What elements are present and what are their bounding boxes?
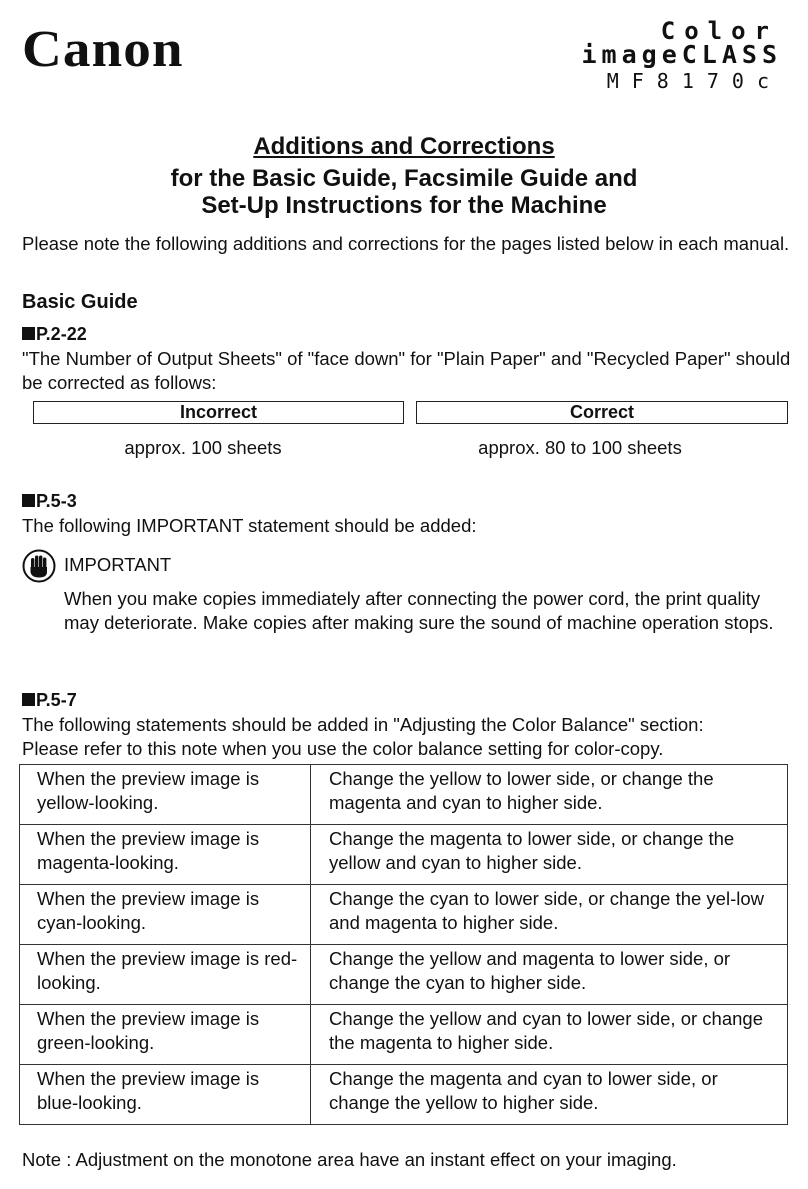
table-cell-condition: When the preview image is red-looking.	[20, 945, 311, 1005]
intro-text: Please note the following additions and corrections for the pages listed below in each manual.	[22, 233, 790, 254]
table-cell-condition: When the preview image is green-looking.	[20, 1005, 311, 1065]
table-row	[20, 885, 788, 945]
important-hand-icon	[22, 549, 56, 583]
table-cell-action: Change the yellow and cyan to lower side, or change the magenta to higher side.	[311, 1005, 788, 1065]
table-row	[20, 945, 788, 1005]
p5-3-text: The following IMPORTANT statement should be added:	[22, 515, 477, 536]
section-ref-p2-22	[22, 323, 87, 345]
table-row	[20, 765, 788, 825]
table-cell-action: Change the cyan to lower side, or change the yel-low and magenta to higher side.	[311, 885, 788, 945]
section-ref-label: P.2-22	[36, 324, 87, 344]
table-cell-condition: When the preview image is yellow-looking.	[20, 765, 311, 825]
page-subtitle-2: Set-Up Instructions for the Machine	[201, 192, 607, 219]
table-cell-action: Change the yellow to lower side, or change the magenta and cyan to higher side.	[311, 765, 788, 825]
incorrect-header: Incorrect	[33, 401, 404, 424]
square-bullet-icon	[22, 693, 35, 706]
brand-logo: Canon	[22, 21, 184, 78]
p5-7-text-2: Please refer to this note when you use the color balance setting for color-copy.	[22, 738, 664, 759]
page-title: Additions and Corrections	[253, 133, 555, 160]
p5-7-text-1: The following statements should be added in "Adjusting the Color Balance" section:	[22, 714, 704, 735]
table-row	[20, 825, 788, 885]
important-text: When you make copies immediately after connecting the power cord, the print quality may deteriorate. Make copies after making sure the sound of machine operation stops.	[64, 588, 774, 633]
product-line-color: Color	[660, 17, 778, 45]
square-bullet-icon	[22, 327, 35, 340]
incorrect-value: approx. 100 sheets	[124, 437, 282, 458]
important-label: IMPORTANT	[64, 554, 172, 575]
table-cell-action: Change the magenta and cyan to lower side, or change the yellow to higher side.	[311, 1065, 788, 1125]
table-row	[20, 1005, 788, 1065]
table-cell-condition: When the preview image is magenta-looking.	[20, 825, 311, 885]
table-cell-condition: When the preview image is blue-looking.	[20, 1065, 311, 1125]
section-ref-label: P.5-3	[36, 491, 77, 511]
page-subtitle-1: for the Basic Guide, Facsimile Guide and	[170, 165, 638, 192]
footer-note: Note : Adjustment on the monotone area have an instant effect on your imaging.	[22, 1149, 677, 1170]
square-bullet-icon	[22, 494, 35, 507]
table-cell-action: Change the magenta to lower side, or change the yellow and cyan to higher side.	[311, 825, 788, 885]
color-balance-table	[19, 764, 788, 1125]
section-ref-p5-7	[22, 689, 77, 711]
product-line-imageclass: imageCLASS	[581, 40, 782, 69]
correct-header: Correct	[416, 401, 788, 424]
section-ref-p5-3	[22, 490, 77, 512]
table-cell-action: Change the yellow and magenta to lower side, or change the cyan to higher side.	[311, 945, 788, 1005]
section-heading-basic-guide: Basic Guide	[22, 291, 138, 313]
table-cell-condition: When the preview image is cyan-looking.	[20, 885, 311, 945]
table-row	[20, 1065, 788, 1125]
section-ref-label: P.5-7	[36, 690, 77, 710]
p2-22-text: "The Number of Output Sheets" of "face down" for "Plain Paper" and "Recycled Paper" should be corrected as follows:	[22, 348, 791, 393]
correct-value: approx. 80 to 100 sheets	[478, 437, 682, 458]
product-model: MF8170c	[606, 69, 782, 93]
